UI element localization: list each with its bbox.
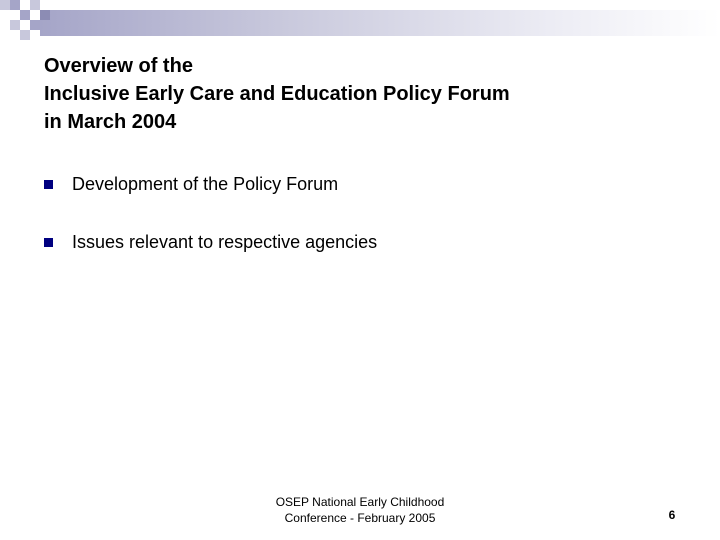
footer-line: Conference - February 2005 bbox=[284, 511, 436, 525]
decorative-header-band bbox=[0, 0, 720, 40]
bullet-item bbox=[44, 170, 664, 198]
square-bullet-icon bbox=[44, 238, 53, 247]
bullet-list bbox=[44, 170, 664, 286]
decorative-square bbox=[40, 10, 50, 20]
bullet-text: Issues relevant to respective agencies bbox=[72, 231, 378, 252]
decorative-square bbox=[30, 0, 40, 10]
slide-footer bbox=[240, 494, 480, 526]
slide-title bbox=[44, 52, 664, 136]
header-gradient-bar bbox=[40, 10, 720, 36]
footer-line: OSEP National Early Childhood bbox=[275, 495, 445, 509]
decorative-square bbox=[30, 20, 40, 30]
decorative-square bbox=[0, 0, 10, 10]
square-bullet-icon bbox=[44, 180, 53, 189]
slide-title-line: Overview of the bbox=[44, 55, 193, 77]
page-number: 6 bbox=[668, 508, 676, 522]
bullet-text: Development of the Policy Forum bbox=[72, 173, 339, 194]
bullet-item bbox=[44, 228, 664, 256]
slide-title-line: in March 2004 bbox=[44, 111, 177, 133]
decorative-square bbox=[10, 20, 20, 30]
decorative-square bbox=[10, 0, 20, 10]
decorative-square bbox=[20, 30, 30, 40]
slide-title-line: Inclusive Early Care and Education Policy Forum bbox=[44, 83, 510, 105]
decorative-square bbox=[20, 10, 30, 20]
